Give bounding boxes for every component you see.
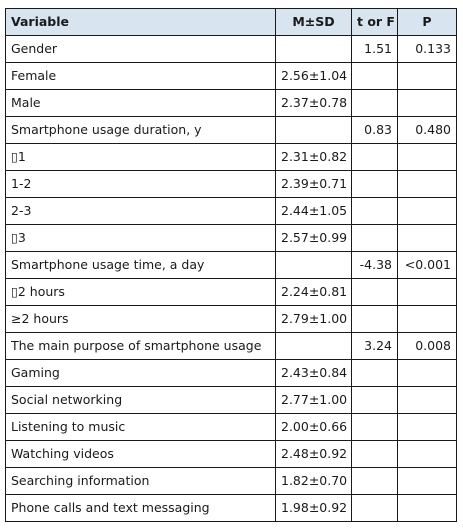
- table-container: [5, 8, 457, 522]
- cell-p: [398, 360, 457, 387]
- cell-variable: Gaming: [6, 360, 276, 387]
- header-p: P: [398, 9, 457, 36]
- table-row: [6, 225, 457, 252]
- cell-variable: Gender: [6, 36, 276, 63]
- cell-t-or-f: [352, 63, 398, 90]
- cell-mean-sd: 1.82±0.70: [276, 468, 352, 495]
- cell-t-or-f: [352, 171, 398, 198]
- cell-mean-sd: 2.57±0.99: [276, 225, 352, 252]
- table-row: [6, 468, 457, 495]
- cell-mean-sd: 2.48±0.92: [276, 441, 352, 468]
- table-row: [6, 171, 457, 198]
- cell-mean-sd: [276, 333, 352, 360]
- cell-mean-sd: 2.37±0.78: [276, 90, 352, 117]
- cell-p: 0.133: [398, 36, 457, 63]
- cell-p: <0.001: [398, 252, 457, 279]
- cell-mean-sd: 2.00±0.66: [276, 414, 352, 441]
- cell-p: [398, 198, 457, 225]
- table-row: [6, 252, 457, 279]
- cell-variable: ▯3: [6, 225, 276, 252]
- cell-t-or-f: -4.38: [352, 252, 398, 279]
- cell-mean-sd: 2.44±1.05: [276, 198, 352, 225]
- cell-p: [398, 225, 457, 252]
- cell-variable: Social networking: [6, 387, 276, 414]
- cell-t-or-f: 3.24: [352, 333, 398, 360]
- table-row: [6, 279, 457, 306]
- cell-mean-sd: 2.24±0.81: [276, 279, 352, 306]
- cell-variable: Listening to music: [6, 414, 276, 441]
- cell-mean-sd: 2.77±1.00: [276, 387, 352, 414]
- cell-p: [398, 144, 457, 171]
- header-t-or-f: t or F: [352, 9, 398, 36]
- cell-mean-sd: [276, 117, 352, 144]
- cell-mean-sd: 2.79±1.00: [276, 306, 352, 333]
- table-row: [6, 63, 457, 90]
- cell-variable: ▯2 hours: [6, 279, 276, 306]
- cell-mean-sd: 2.31±0.82: [276, 144, 352, 171]
- cell-p: [398, 468, 457, 495]
- table-row: [6, 144, 457, 171]
- table-row: [6, 414, 457, 441]
- table-row: [6, 441, 457, 468]
- table-row: [6, 198, 457, 225]
- cell-t-or-f: 0.83: [352, 117, 398, 144]
- cell-mean-sd: [276, 36, 352, 63]
- cell-t-or-f: [352, 495, 398, 522]
- cell-p: 0.008: [398, 333, 457, 360]
- cell-t-or-f: [352, 387, 398, 414]
- cell-p: [398, 63, 457, 90]
- results-table: [5, 8, 457, 522]
- cell-p: [398, 90, 457, 117]
- cell-t-or-f: [352, 225, 398, 252]
- cell-mean-sd: 2.39±0.71: [276, 171, 352, 198]
- cell-t-or-f: [352, 198, 398, 225]
- cell-p: [398, 306, 457, 333]
- cell-t-or-f: [352, 144, 398, 171]
- table-header: [6, 9, 457, 36]
- cell-variable: The main purpose of smartphone usage: [6, 333, 276, 360]
- cell-p: [398, 495, 457, 522]
- cell-t-or-f: [352, 441, 398, 468]
- cell-mean-sd: 1.98±0.92: [276, 495, 352, 522]
- cell-mean-sd: [276, 252, 352, 279]
- table-row: [6, 387, 457, 414]
- cell-p: [398, 414, 457, 441]
- cell-p: [398, 279, 457, 306]
- cell-mean-sd: 2.56±1.04: [276, 63, 352, 90]
- cell-variable: Male: [6, 90, 276, 117]
- cell-t-or-f: 1.51: [352, 36, 398, 63]
- cell-variable: 2-3: [6, 198, 276, 225]
- table-row: [6, 306, 457, 333]
- cell-t-or-f: [352, 279, 398, 306]
- cell-p: 0.480: [398, 117, 457, 144]
- header-row: [6, 9, 457, 36]
- cell-variable: Phone calls and text messaging: [6, 495, 276, 522]
- header-variable: Variable: [6, 9, 276, 36]
- cell-variable: ▯1: [6, 144, 276, 171]
- cell-t-or-f: [352, 360, 398, 387]
- cell-t-or-f: [352, 306, 398, 333]
- table-row: [6, 333, 457, 360]
- cell-variable: Watching videos: [6, 441, 276, 468]
- cell-variable: 1-2: [6, 171, 276, 198]
- cell-variable: Smartphone usage duration, y: [6, 117, 276, 144]
- table-row: [6, 495, 457, 522]
- cell-p: [398, 171, 457, 198]
- cell-t-or-f: [352, 468, 398, 495]
- cell-t-or-f: [352, 90, 398, 117]
- cell-p: [398, 387, 457, 414]
- cell-variable: ≥2 hours: [6, 306, 276, 333]
- cell-variable: Female: [6, 63, 276, 90]
- cell-mean-sd: 2.43±0.84: [276, 360, 352, 387]
- table-row: [6, 36, 457, 63]
- cell-variable: Searching information: [6, 468, 276, 495]
- cell-variable: Smartphone usage time, a day: [6, 252, 276, 279]
- header-mean-sd: M±SD: [276, 9, 352, 36]
- table-row: [6, 90, 457, 117]
- table-row: [6, 117, 457, 144]
- cell-p: [398, 441, 457, 468]
- table-row: [6, 360, 457, 387]
- cell-t-or-f: [352, 414, 398, 441]
- table-body: [6, 36, 457, 522]
